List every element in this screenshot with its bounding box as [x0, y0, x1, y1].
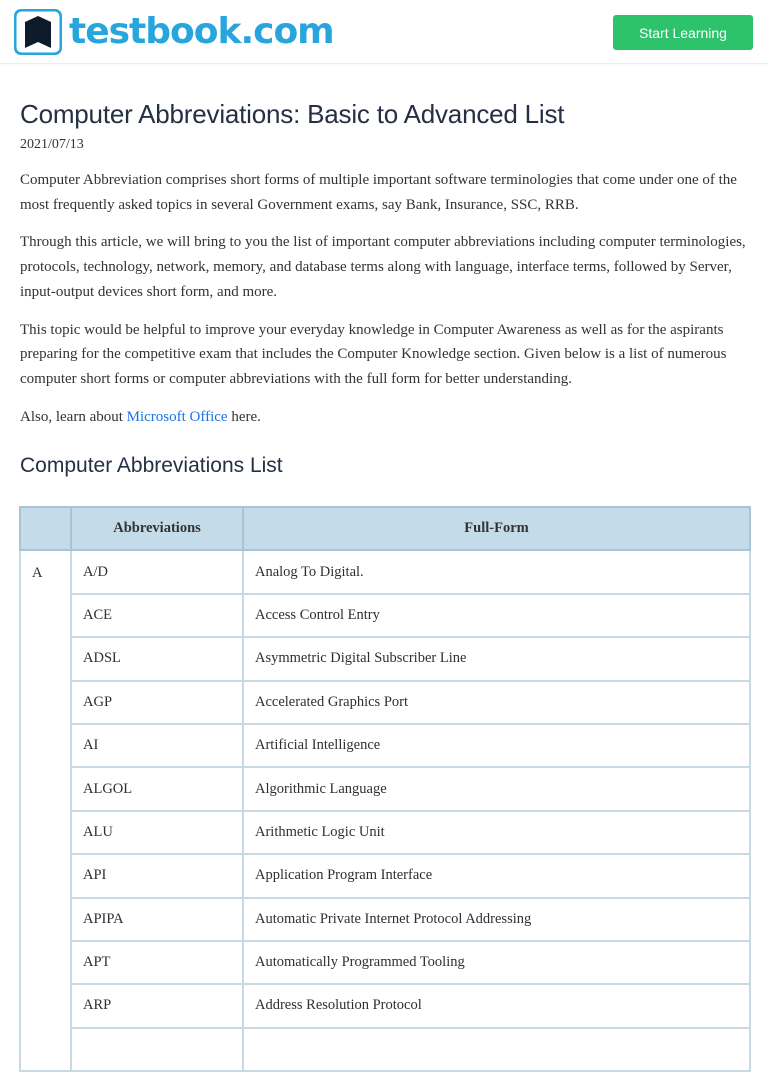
article [20, 96, 748, 481]
microsoft-office-link[interactable]: Microsoft Office [126, 408, 228, 425]
intro-paragraph-2: Through this article, we will bring to you the list of important computer abbreviations including computer terminologies, protocols, technology, network, memory, and database terms along with language, interface terms, followed by Server, input-output devices short form, and more. [20, 234, 746, 300]
abbreviation-cell: API [71, 854, 243, 897]
full-form-cell: Application Program Interface [243, 854, 750, 897]
table-row [20, 637, 750, 680]
abbreviation-cell: AI [71, 724, 243, 767]
section-heading: Computer Abbreviations List [20, 454, 283, 478]
testbook-logo-icon [14, 9, 62, 55]
abbreviation-cell: A/D [71, 550, 243, 593]
table-row [20, 550, 750, 593]
table-row [20, 811, 750, 854]
abbreviation-cell: ADSL [71, 637, 243, 680]
full-form-cell: Arithmetic Logic Unit [243, 811, 750, 854]
full-form-cell: Asymmetric Digital Subscriber Line [243, 637, 750, 680]
full-form-cell: Access Control Entry [243, 594, 750, 637]
table-row [20, 767, 750, 810]
letter-cell: A [20, 550, 71, 1071]
start-learning-button[interactable]: Start Learning [613, 15, 753, 50]
table-row [20, 681, 750, 724]
table-row [20, 898, 750, 941]
table-row [20, 984, 750, 1027]
abbreviation-cell: ACE [71, 594, 243, 637]
table-row [20, 724, 750, 767]
full-form-cell [243, 1028, 750, 1071]
table-row [20, 854, 750, 897]
full-form-column-header: Full-Form [243, 507, 750, 550]
table-header-row [20, 507, 750, 550]
table-row [20, 594, 750, 637]
also-learn-paragraph [20, 405, 748, 430]
table-body [20, 550, 750, 1071]
abbreviation-cell: ALGOL [71, 767, 243, 810]
abbreviation-cell: AGP [71, 681, 243, 724]
letter-column-header [20, 507, 71, 550]
abbreviation-cell [71, 1028, 243, 1071]
full-form-cell: Algorithmic Language [243, 767, 750, 810]
abbreviations-column-header: Abbreviations [71, 507, 243, 550]
full-form-cell: Address Resolution Protocol [243, 984, 750, 1027]
intro-paragraph-1: Computer Abbreviation comprises short forms of multiple important software terminologies that come under one of the most frequently asked topics in several Government exams, say Bank, Insurance, SSC, RRB. [20, 172, 737, 213]
also-learn-prefix: Also, learn about [20, 408, 127, 425]
abbreviation-cell: ALU [71, 811, 243, 854]
testbook-logo[interactable] [14, 9, 334, 55]
top-bar [0, 0, 768, 64]
abbreviation-cell: ARP [71, 984, 243, 1027]
table-row [20, 1028, 750, 1071]
full-form-cell: Artificial Intelligence [243, 724, 750, 767]
publish-date: 2021/07/13 [20, 137, 84, 152]
abbreviation-cell: APIPA [71, 898, 243, 941]
table-row [20, 941, 750, 984]
abbreviation-cell: APT [71, 941, 243, 984]
full-form-cell: Automatically Programmed Tooling [243, 941, 750, 984]
page-title: Computer Abbreviations: Basic to Advanced List [20, 99, 565, 129]
full-form-cell: Accelerated Graphics Port [243, 681, 750, 724]
full-form-cell: Analog To Digital. [243, 550, 750, 593]
abbreviations-table [19, 506, 751, 1072]
also-learn-suffix: here. [227, 408, 261, 425]
intro-paragraph-3: This topic would be helpful to improve your everyday knowledge in Computer Awareness as well as for the aspirants preparing for the competitive exam that includes the Computer Knowledge section. Given below is a list of numerous computer short forms or computer abbreviations with the full form for better understanding. [20, 321, 727, 387]
full-form-cell: Automatic Private Internet Protocol Addressing [243, 898, 750, 941]
logo-text: testbook.com [69, 11, 334, 52]
